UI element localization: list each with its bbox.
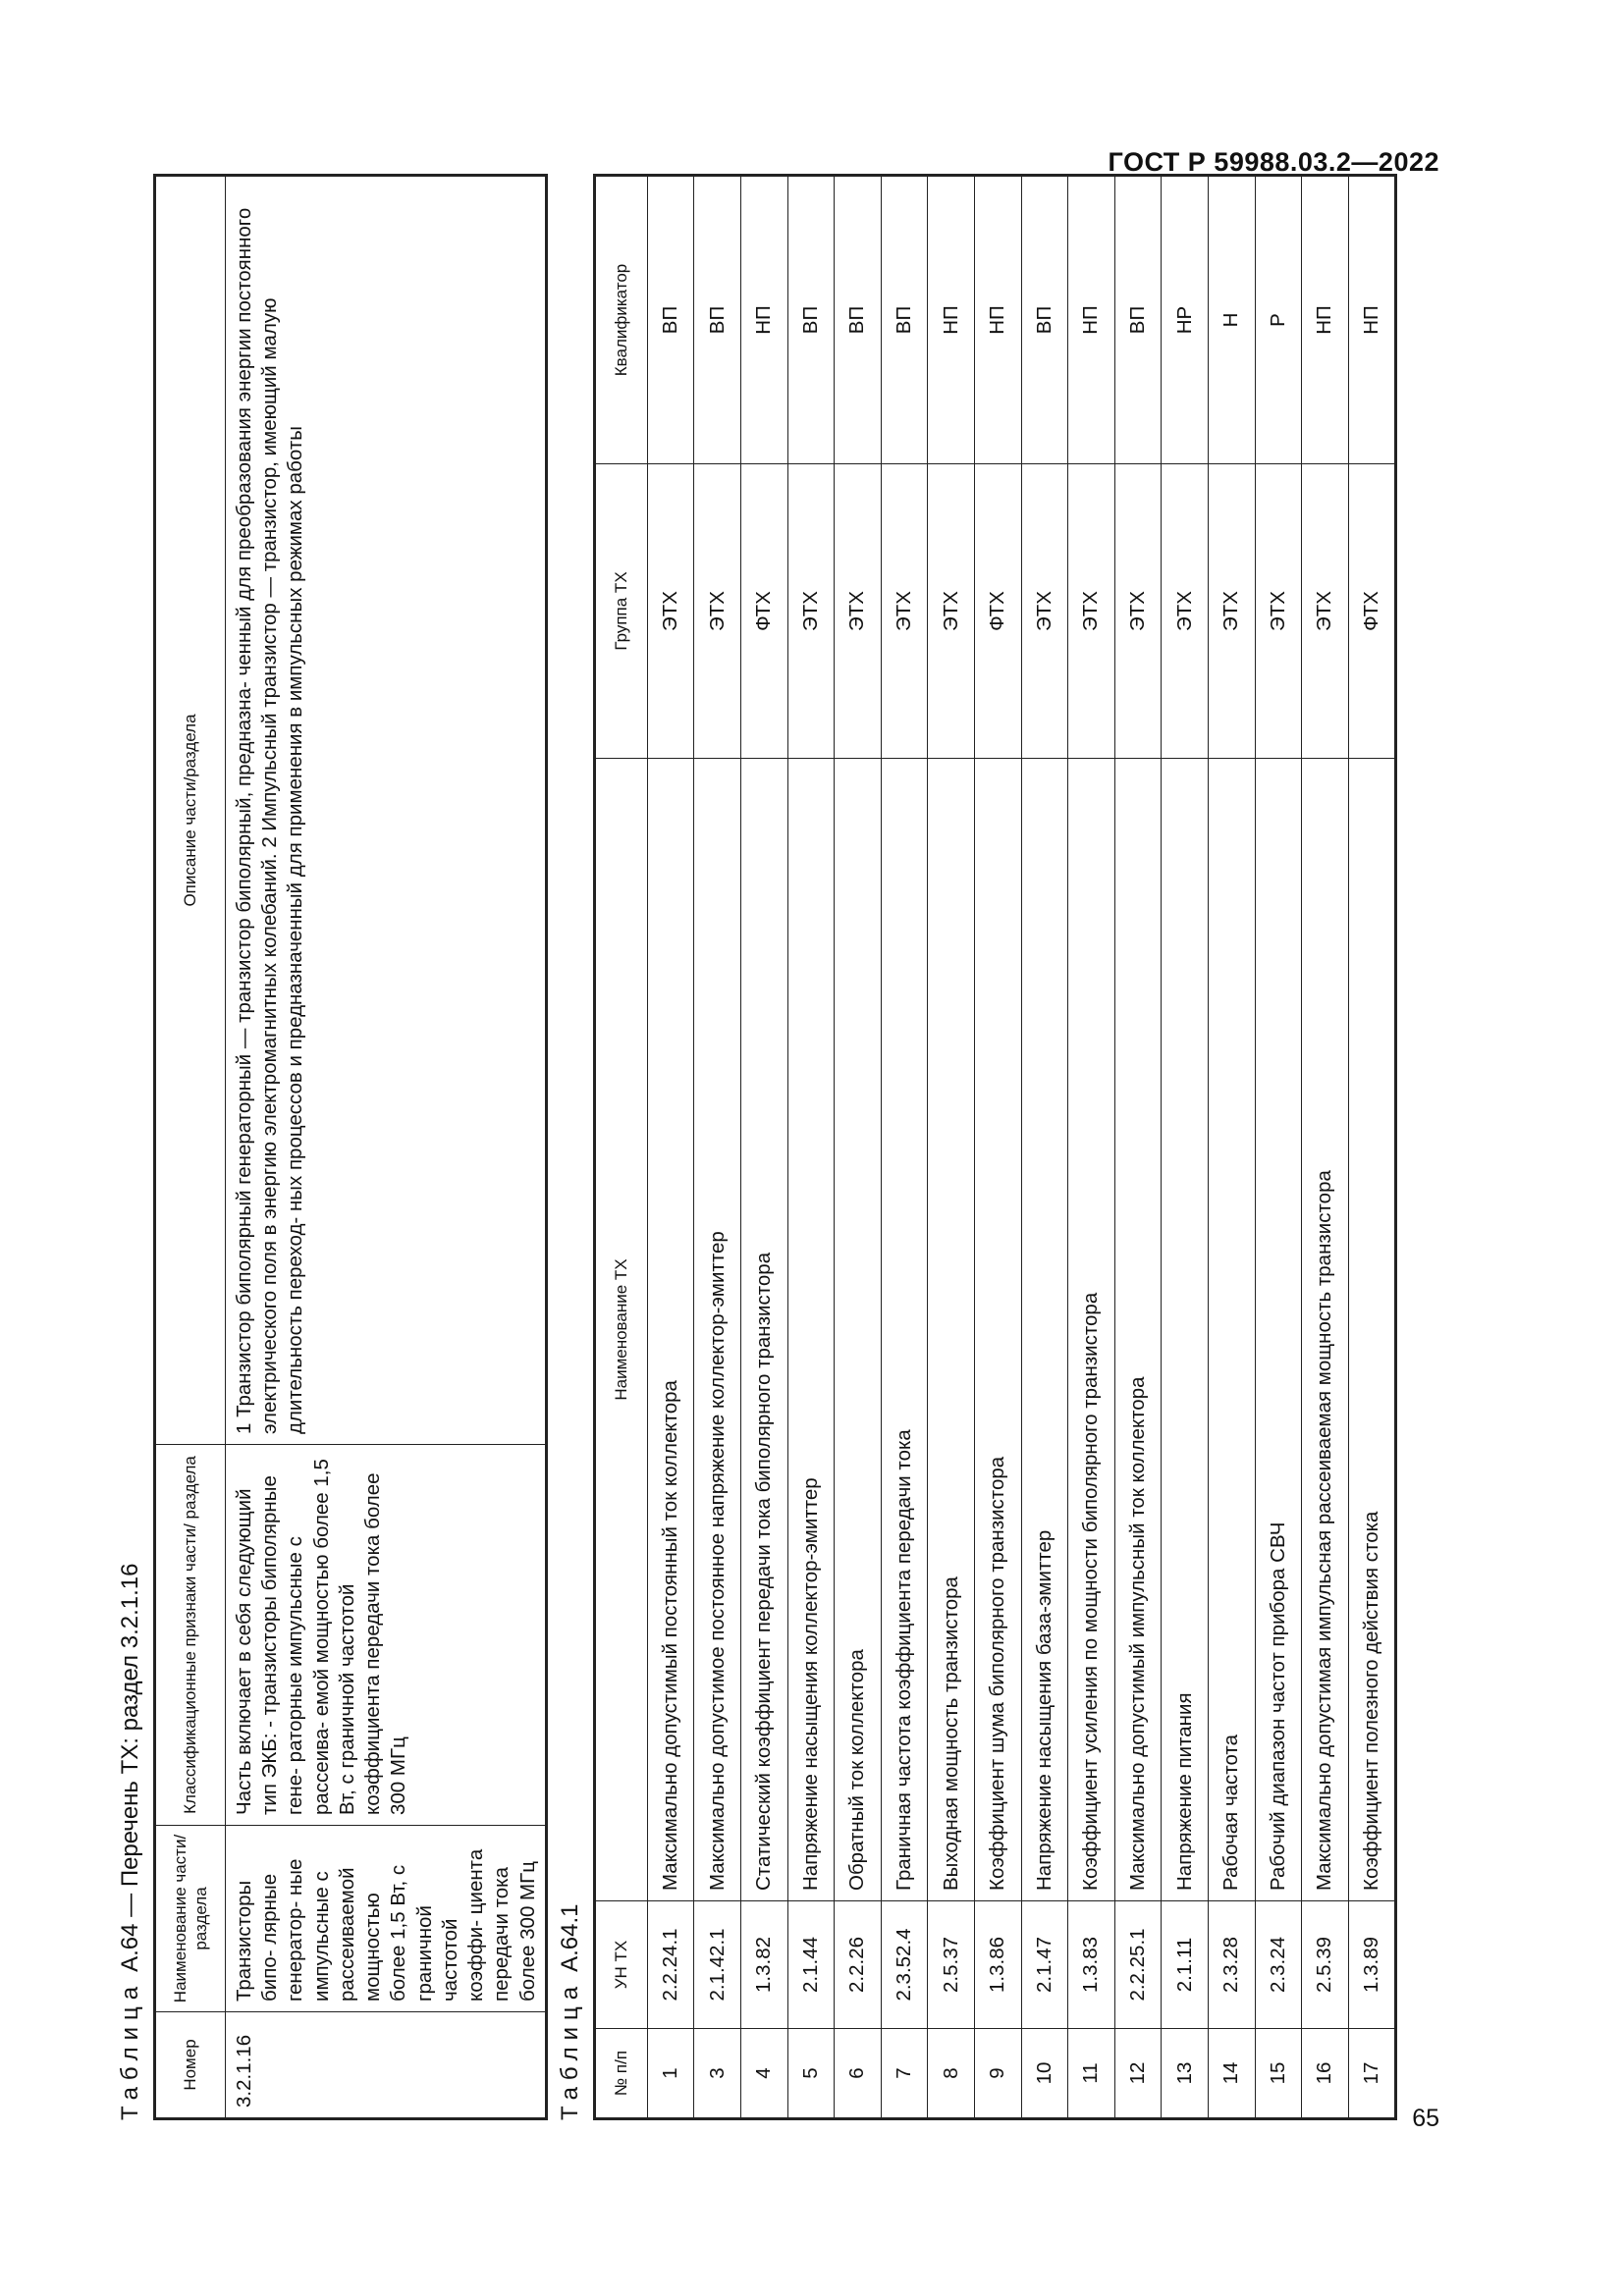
- table-row: [835, 176, 882, 2119]
- cell-no: 10: [1021, 2029, 1068, 2119]
- table-header-row: [155, 176, 226, 2119]
- document-header: ГОСТ Р 59988.03.2—2022: [1108, 147, 1439, 177]
- cell-code: 2.1.44: [787, 1901, 835, 2029]
- table-row: [1255, 176, 1302, 2119]
- cell-qualifier: ВП: [835, 176, 882, 464]
- cell-group: ЭТХ: [928, 464, 975, 759]
- cell-group: ЭТХ: [1114, 464, 1162, 759]
- cell-code: 1.3.82: [741, 1901, 788, 2029]
- table-header-row: [594, 176, 647, 2119]
- cell-no: 6: [835, 2029, 882, 2119]
- cell-name: Максимально допустимая импульсная рассеиваемая мощность транзистора: [1302, 759, 1349, 1901]
- cell-group: ЭТХ: [787, 464, 835, 759]
- cell-no: 16: [1302, 2029, 1349, 2119]
- cell-name: Коэффициент усиления по мощности биполярного транзистора: [1068, 759, 1115, 1901]
- cell-qualifier: ВП: [694, 176, 741, 464]
- table-a641-caption: [548, 177, 593, 2120]
- cell-qualifier: НП: [1302, 176, 1349, 464]
- table-row: [1114, 176, 1162, 2119]
- table-row: [1068, 176, 1115, 2119]
- col-header-no: № п/п: [594, 2029, 647, 2119]
- cell-description: 1 Транзистор биполярный генераторный — транзистор биполярный, предназна- ченный для преобразования энергии постоянного электрического поля в энергию электромагнитных колебаний. 2 Импульсный транзистор — транзистор, имеющий малую длительность переход- ных процессов и предназначенный для применения в импульсных режимах работы: [226, 176, 547, 1445]
- cell-code: 1.3.89: [1348, 1901, 1396, 2029]
- cell-name: Максимально допустимый импульсный ток коллектора: [1114, 759, 1162, 1901]
- cell-qualifier: НП: [741, 176, 788, 464]
- cell-name: Максимально допустимое постоянное напряжение коллектор-эмиттер: [694, 759, 741, 1901]
- cell-name: Напряжение питания: [1162, 759, 1209, 1901]
- table-row: [1021, 176, 1068, 2119]
- table-a64-caption: [108, 177, 153, 2120]
- cell-qualifier: ВП: [647, 176, 694, 464]
- cell-qualifier: ВП: [881, 176, 928, 464]
- table-row: [1348, 176, 1396, 2119]
- table-row: [787, 176, 835, 2119]
- cell-name: Обратный ток коллектора: [835, 759, 882, 1901]
- rotated-content: [108, 177, 1424, 2120]
- table-row: [226, 176, 547, 2119]
- cell-name: Граничная частота коэффициента передачи тока: [881, 759, 928, 1901]
- col-header-qualifier: Квалификатор: [594, 176, 647, 464]
- cell-group: ЭТХ: [835, 464, 882, 759]
- cell-group: ЭТХ: [1255, 464, 1302, 759]
- col-header-features: Классификационные признаки части/ раздела: [155, 1445, 226, 1826]
- cell-group: ЭТХ: [1068, 464, 1115, 759]
- caption-text: А.64.1: [556, 1903, 583, 1972]
- cell-name: Транзисторы бипо- лярные генератор- ные импульсные с рассеиваемой мощностью более 1,5 Вт, с граничной частотой коэффи- циента передачи тока более 300 МГц: [226, 1826, 547, 2012]
- cell-qualifier: ВП: [1021, 176, 1068, 464]
- cell-code: 2.1.11: [1162, 1901, 1209, 2029]
- table-row: [1208, 176, 1255, 2119]
- table-row: [881, 176, 928, 2119]
- col-header-name: Наименование части/ раздела: [155, 1826, 226, 2012]
- cell-no: 11: [1068, 2029, 1115, 2119]
- cell-qualifier: НП: [1348, 176, 1396, 464]
- cell-group: ЭТХ: [1021, 464, 1068, 759]
- cell-name: Статический коэффициент передачи тока биполярного транзистора: [741, 759, 788, 1901]
- cell-code: 2.2.25.1: [1114, 1901, 1162, 2029]
- cell-no: 4: [741, 2029, 788, 2119]
- cell-name: Выходная мощность транзистора: [928, 759, 975, 1901]
- cell-no: 14: [1208, 2029, 1255, 2119]
- table-row: [694, 176, 741, 2119]
- table-row: [741, 176, 788, 2119]
- cell-no: 12: [1114, 2029, 1162, 2119]
- cell-name: Рабочий диапазон частот прибора СВЧ: [1255, 759, 1302, 1901]
- cell-code: 2.1.47: [1021, 1901, 1068, 2029]
- cell-qualifier: Н: [1208, 176, 1255, 464]
- cell-name: Коэффициент полезного действия стока: [1348, 759, 1396, 1901]
- page-number: 65: [1412, 2105, 1439, 2132]
- cell-no: 15: [1255, 2029, 1302, 2119]
- cell-qualifier: Р: [1255, 176, 1302, 464]
- cell-group: ЭТХ: [694, 464, 741, 759]
- cell-group: ЭТХ: [1208, 464, 1255, 759]
- col-header-number: Номер: [155, 2012, 226, 2119]
- col-header-description: Описание части/раздела: [155, 176, 226, 1445]
- cell-qualifier: НР: [1162, 176, 1209, 464]
- cell-group: ЭТХ: [881, 464, 928, 759]
- col-header-group: Группа ТХ: [594, 464, 647, 759]
- cell-qualifier: НП: [974, 176, 1021, 464]
- caption-word: Таблица: [117, 1979, 143, 2120]
- col-header-code: УН ТХ: [594, 1901, 647, 2029]
- cell-code: 2.3.24: [1255, 1901, 1302, 2029]
- cell-code: 2.5.39: [1302, 1901, 1349, 2029]
- cell-code: 2.3.28: [1208, 1901, 1255, 2029]
- cell-code: 2.3.52.4: [881, 1901, 928, 2029]
- cell-qualifier: ВП: [787, 176, 835, 464]
- cell-no: 7: [881, 2029, 928, 2119]
- cell-name: Напряжение насыщения база-эмиттер: [1021, 759, 1068, 1901]
- cell-code: 1.3.86: [974, 1901, 1021, 2029]
- cell-qualifier: ВП: [1114, 176, 1162, 464]
- cell-name: Рабочая частота: [1208, 759, 1255, 1901]
- table-a641: [593, 174, 1398, 2120]
- table-row: [928, 176, 975, 2119]
- table-a64: [153, 174, 548, 2120]
- table-row: [647, 176, 694, 2119]
- cell-no: 9: [974, 2029, 1021, 2119]
- cell-no: 1: [647, 2029, 694, 2119]
- caption-text: А.64 — Перечень ТХ: раздел 3.2.1.16: [117, 1563, 143, 1972]
- cell-group: ФТХ: [1348, 464, 1396, 759]
- cell-name: Напряжение насыщения коллектор-эмиттер: [787, 759, 835, 1901]
- caption-word: Таблица: [556, 1979, 583, 2120]
- cell-code: 2.2.26: [835, 1901, 882, 2029]
- cell-group: ЭТХ: [1162, 464, 1209, 759]
- cell-code: 2.2.24.1: [647, 1901, 694, 2029]
- table-row: [1162, 176, 1209, 2119]
- cell-name: Коэффициент шума биполярного транзистора: [974, 759, 1021, 1901]
- table-row: [1302, 176, 1349, 2119]
- table-row: [974, 176, 1021, 2119]
- cell-group: ЭТХ: [647, 464, 694, 759]
- table-body: [647, 176, 1396, 2119]
- cell-qualifier: НП: [1068, 176, 1115, 464]
- cell-features: Часть включает в себя следующий тип ЭКБ: - транзисторы биполярные гене- раторные импульсные с рассеива- емой мощностью более 1,5 Вт, с граничной частотой коэффициента передачи тока более 300 МГц: [226, 1445, 547, 1826]
- cell-group: ФТХ: [741, 464, 788, 759]
- cell-no: 5: [787, 2029, 835, 2119]
- cell-no: 8: [928, 2029, 975, 2119]
- col-header-name: Наименование ТХ: [594, 759, 647, 1901]
- cell-no: 17: [1348, 2029, 1396, 2119]
- cell-group: ЭТХ: [1302, 464, 1349, 759]
- cell-qualifier: НП: [928, 176, 975, 464]
- cell-code: 2.5.37: [928, 1901, 975, 2029]
- cell-no: 13: [1162, 2029, 1209, 2119]
- cell-group: ФТХ: [974, 464, 1021, 759]
- cell-no: 3: [694, 2029, 741, 2119]
- cell-code: 1.3.83: [1068, 1901, 1115, 2029]
- cell-number: 3.2.1.16: [226, 2012, 547, 2119]
- cell-code: 2.1.42.1: [694, 1901, 741, 2029]
- cell-name: Максимально допустимый постоянный ток коллектора: [647, 759, 694, 1901]
